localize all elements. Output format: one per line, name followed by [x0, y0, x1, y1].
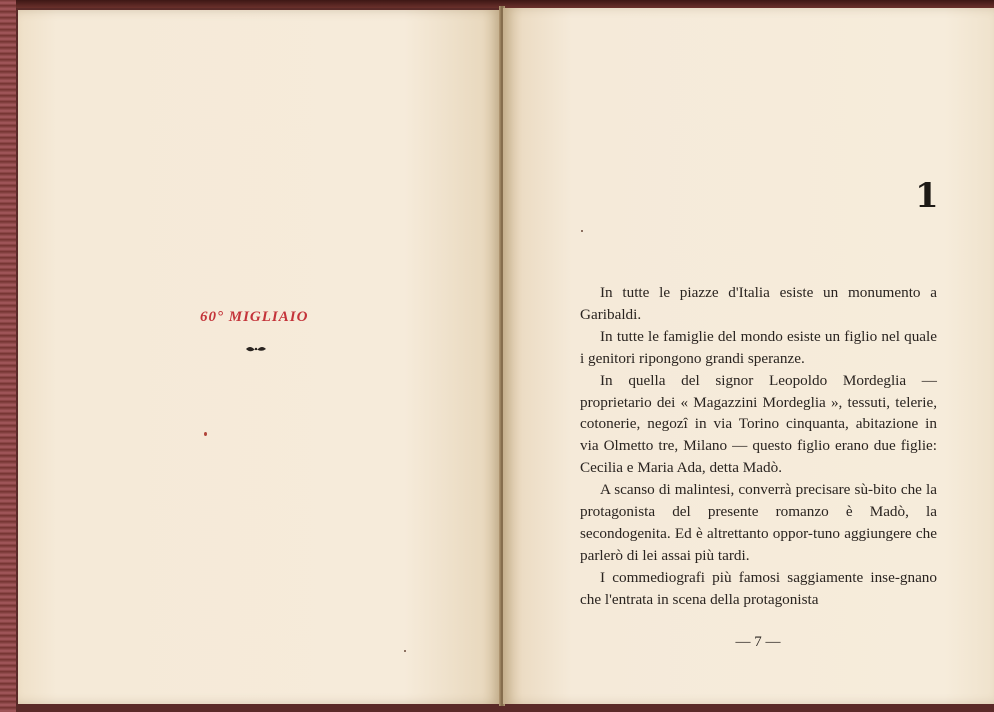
ornament-icon	[244, 343, 268, 355]
book-spine-edge	[0, 0, 16, 712]
edition-label: 60° MIGLIAIO	[200, 309, 309, 325]
paragraph: In tutte le famiglie del mondo esiste un figlio nel quale i genitori ripongono grandi speranze.	[580, 327, 937, 367]
paragraph: In tutte le piazze d'Italia esiste un monumento a Garibaldi.	[580, 284, 937, 323]
paper-speck	[581, 230, 583, 232]
paper-speck	[204, 432, 207, 436]
paper-speck	[404, 650, 406, 652]
paragraph: A scanso di malintesi, converrà precisare sù-bito che la protagonista del presente romanzo è Madò, la secondogenita. Ed è altrettanto oppor-tuno aggiungere che parlerò di lei assai più tardi.	[580, 481, 937, 564]
paragraph: I commediografi più famosi saggiamente inse-gnano che l'entrata in scena della protagonista	[580, 568, 937, 608]
chapter-number: 1	[915, 176, 939, 216]
chapter-body-text	[580, 282, 937, 611]
left-page	[18, 10, 501, 704]
page-number: — 7 —	[735, 634, 781, 650]
paragraph: In quella del signor Leopoldo Mordeglia — proprietario dei « Magazzini Mordeglia », tessuti, telerie, cotonerie, negozî in via Torino cinquanta, abitazione in via Olmetto tre, Milano — questo figlio erano due figlie: Cecilia e Maria Ada, detta Madò.	[580, 371, 937, 477]
book-cover-top-edge	[0, 0, 994, 8]
